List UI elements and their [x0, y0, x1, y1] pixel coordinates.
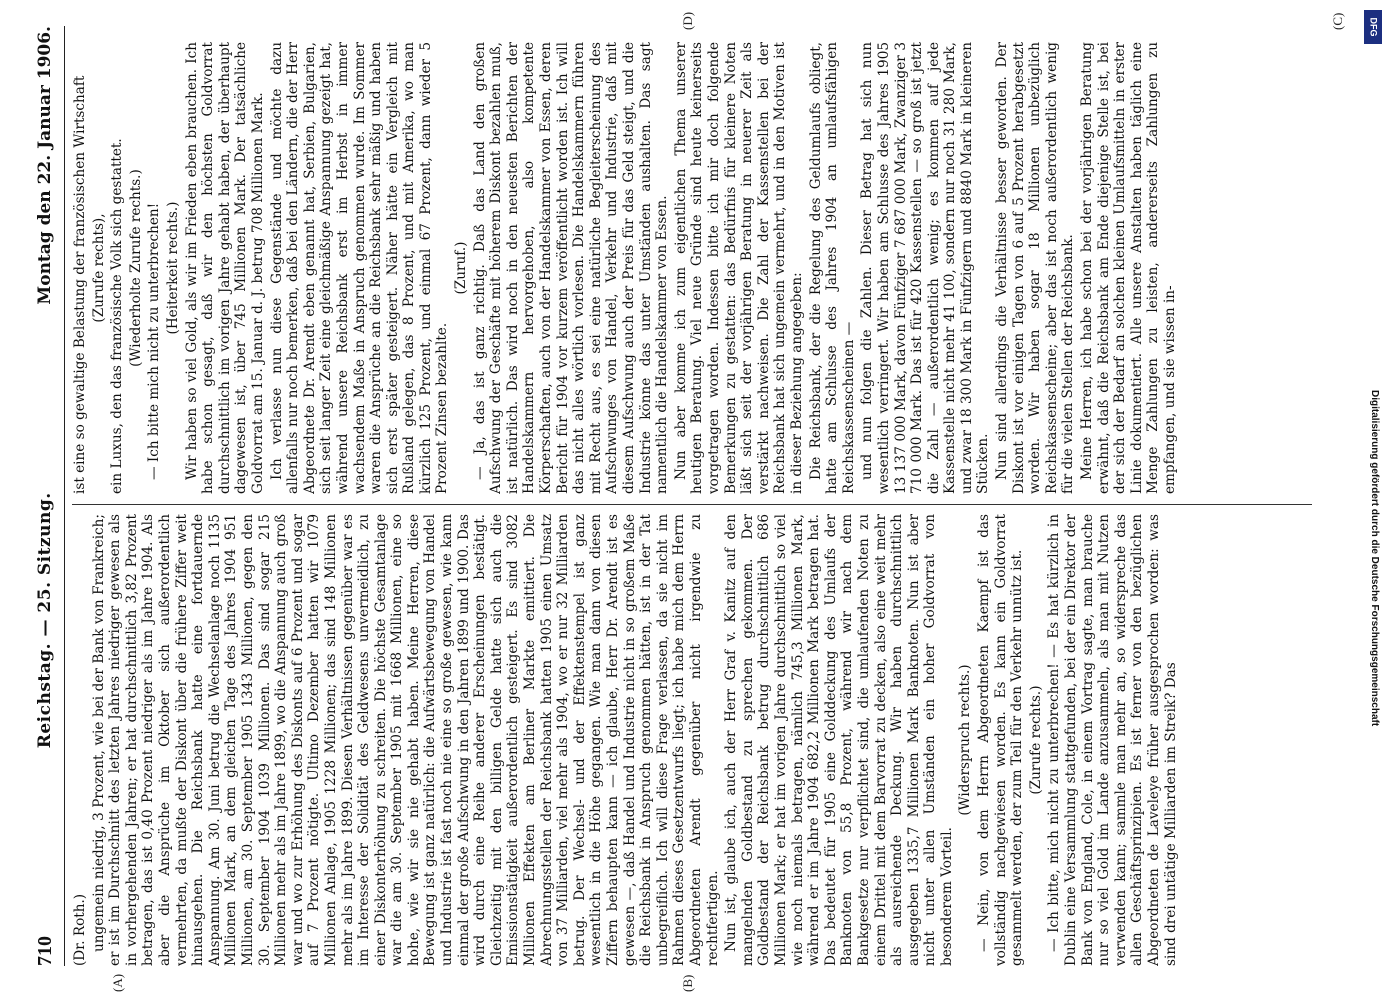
- margin-mark-b: (B): [680, 974, 695, 992]
- paragraph: Die Reichsbank, der die Regelung des Geldumlaufs obliegt, hatte am Schlusse des Jahres 1904 an umlaufsfähigen Reichskassenscheinen —: [807, 42, 857, 494]
- interjection: (Wiederholte Zurufe rechts.): [127, 169, 144, 367]
- interjection: (Zurufe rechts),: [90, 213, 107, 323]
- dfg-logo: DFG: [1364, 10, 1382, 44]
- margin-mark-c: (C): [1330, 12, 1345, 30]
- paragraph: — Nein, von dem Herrn Abgeordneten Kaempf ist das vollständig nachgewiesen worden. Es kann ein Goldvorrat gesammelt werden, der zum Teil für den Verkehr unnütz ist.: [976, 514, 1026, 966]
- paragraph: Ich verlasse nun diese Gegenstände und möchte dazu allenfalls nur noch bemerken, daß bei den Ländern, die der Herr Abgeordnete Dr. Arendt eben genannt hat, Serbien, Bulgarien, sich seit langer Zeit eine gleichmäßige Anspannung gezeigt hat, während unsere Reichsbank erst im Herbst in immer wachsendem Maße in Anspruch genommen wurde. Im Sommer waren die Ansprüche an die Reichsbank sehr mäßig und haben sich erst später gesteigert. Näher hätte ein Vergleich mit Rußland gelegen, das 8 Prozent, und mit Amerika, wo man kürzlich 125 Prozent, und einmal 67 Prozent, dann wieder 5 Prozent Zinsen bezahlte.: [268, 42, 451, 494]
- page-date: Montag den 22. Januar 1906.: [35, 26, 55, 305]
- interjection: (Zurufe rechts.): [1027, 685, 1044, 795]
- speaker-label: (Dr. Roth.): [72, 893, 88, 966]
- interjection: (Widerspruch rechts.): [957, 664, 974, 816]
- interjection: (Zuruf.): [453, 241, 470, 295]
- header-rule: [64, 26, 65, 966]
- paragraph: Nun sind allerdings die Verhältnisse besser geworden. Der Diskont ist vor einigen Tagen von 6 auf 5 Prozent herabgesetzt worden. Wir haben sogar 18 Millionen unbezüglich Reichskassenscheine; aber das ist noch außerordentlich wenig für die vielen Stellen der Reichsbank.: [994, 42, 1077, 494]
- margin-mark-a: (A): [110, 973, 125, 992]
- page-header: [28, 26, 62, 966]
- paragraph: — Ich bitte mich nicht zu unterbrechen!: [146, 202, 163, 480]
- left-column: [72, 514, 1322, 966]
- paragraph: ungemein niedrig, 3 Prozent, wie bei der Bank von Frankreich; er ist im Durchschnitt des letzten Jahres niedriger gewesen als in vorhergehenden Jahren; er hat durchschnittlich 3,82 Prozent betragen, das ist 0,40 Prozent niedriger als im Jahre 1904. Als aber die Ansprüche im Oktober sich außerordentlich vermehrten, da mußte der Diskont über die frühere Ziffer weit hinausgehen. Die Reichsbank hatte eine fortdauernde Anspannung. Am 30. Juni betrug die Wechselanlage noch 1135 Millionen Mark, an dem gleichen Tage des Jahres 1904 951 Millionen, am 30. September 1905 1343 Millionen, gegen den 30. September 1904 1039 Millionen. Das sind sogar 215 Millionen mehr als im Jahre 1899, wo die Anspannung auch groß war und wo zur Erhöhung des Diskonts auf 6 Prozent und sogar auf 7 Prozent nötigte. Ultimo Dezember hatten wir 1079 Millionen Anlage, 1905 1228 Millionen; das sind 148 Millionen mehr als im Jahre 1899. Diesen Verhältnissen gegenüber war es im Interesse der Solidität des Geldwesens unvermeidlich, zu einer Diskonterhöhung zu schreiten. Die höchste Gesamtanlage war die am 30. September 1905 mit 1668 Millionen, eine so hohe, wie wir sie nie gehabt haben. Meine Herren, diese Bewegung ist ganz natürlich: die Aufwärtsbewegung von Handel und Industrie ist fast noch nie eine so große gewesen, wie kann einmal der große Aufschwung in den Jahren 1899 und 1900. Das wird durch eine Reihe anderer Erscheinungen bestätigt. Gleichzeitig mit den billigen Gelde hatte sich auch die Emissionstätigkeit außerordentlich gesteigert. Es sind 3082 Millionen Effekten am Berliner Markte emittiert. Die Abrechnungsstellen der Reichsbank hatten 1905 einen Umsatz von 37 Milliarden, viel mehr als 1904, wo er nur 32 Milliarden betrug. Der Wechsel- und der Effektenstempel ist ganz wesentlich in die Höhe gegangen. Wie man dann von diesen Ziffern behaupten kann — ich glaube, Herr Dr. Arendt ist es gewesen —, daß Handel und Industrie nicht in so großem Maße die Reichsbank in Anspruch genommen hätten, ist in der Tat unbegreiflich. Ich will diese Frage verlassen, da sie nicht im Rahmen dieses Gesetzentwurfs liegt; ich habe mich dem Herrn Abgeordneten Arendt gegenüber nicht irgendwie zu rechtfertigen.: [90, 514, 721, 966]
- paragraph: ein Luxus, den das französische Volk sich gestattet.: [109, 138, 126, 494]
- paragraph: Nun ist, glaube ich, auch der Herr Graf v. Kanitz auf den mangelnden Goldbestand zu sprechen gekommen. Der Goldbestand der Reichsbank betrug durchschnittlich 686 Millionen Mark; er hat im vorigen Jahre durchschnittlich so viel wie noch niemals betragen, nämlich 745,3 Millionen Mark, während er im Jahre 1904 682,2 Millionen Mark betragen hat. Das bedeutet für 1905 eine Golddeckung des Umlaufs der Banknoten von 55,8 Prozent, während wir nach dem Bankgesetze nur verpflichtet sind, die umlaufenden Noten zu einem Drittel mit dem Barvorrat zu decken, also eine weit mehr als ausreichende Deckung. Wir haben durchschnittlich ausgegeben 1335,7 Millionen Mark Banknoten. Nun ist aber nicht unter allen Umständen ein hoher Goldvorrat von besonderem Vorteil.: [723, 514, 955, 966]
- paragraph: Nun aber komme ich zum eigentlichen Thema unserer heutigen Beratung. Viel neue Gründe sind heute keinerseits vorgetragen worden. Indessen bitte ich mir doch folgende Bemerkungen zu gestatten: das Bedürfnis für kleinere Noten läßt sich seit der vorjährigen Beratung in neuerer Zeit als verstärkt nachweisen. Die Zahl der Kassenstellen bei der Reichsbank hat sich ungemein vermehrt, und in den Motiven ist in dieser Beziehung angegeben:: [672, 42, 805, 494]
- paragraph: Wir haben so viel Gold, als wir im Frieden eben brauchen. Ich habe schon gesagt, daß wir den höchsten Goldvorrat durchschnittlich im vorigen Jahre gehabt haben, der überhaupt dagewesen ist, über 745 Millionen Mark. Der tatsächliche Goldvorrat am 15. Januar d. J. betrug 708 Millionen Mark.: [183, 42, 266, 494]
- page-number: 710: [33, 936, 56, 966]
- interjection: (Heiterkeit rechts.): [164, 201, 181, 335]
- page-title: Reichstag. — 25. Sitzung.: [35, 492, 55, 749]
- column-divider: [72, 504, 1312, 505]
- digitization-credit: Digitalisierung gefördert durch die Deutsche Forschungsgemeinschaft: [1369, 390, 1380, 727]
- paragraph: und nun folgen die Zahlen. Dieser Betrag hat sich nun wesentlich verringert. Wir haben am Schlusse des Jahres 1905 13 137 000 Mark, davon Fünfziger 7 687 000 Mark, Zwanziger 3 710 000 Mark. Das ist für 420 Kassenstellen — so groß ist jetzt die Zahl — außerordentlich wenig; es kommen auf jede Kassenstelle nicht mehr 41 100, sondern nur noch 31 280 Mark, und zwar 18 300 Mark in Fünfzigern und 8840 Mark in kleineren Stücken.: [859, 42, 992, 494]
- right-column: [72, 42, 1322, 494]
- paragraph: ist eine so gewaltige Belastung der französischen Wirtschaft: [72, 75, 88, 494]
- paragraph: Meine Herren, ich habe schon bei der vorjährigen Beratung erwähnt, daß die Reichsbank am Ende diejenige Stelle ist, bei der sich der Bedarf an solchen kleinen Umlaufsmitteln in erster Linie dokumentiert. Alle unsere Anstalten haben täglich eine Menge Zahlungen zu leisten, andererseits Zahlungen zu empfangen, und sie wissen in-: [1079, 42, 1178, 494]
- page-content: [28, 26, 1328, 966]
- margin-mark-d: (D): [680, 11, 695, 30]
- paragraph: — Ja, das ist ganz richtig. Daß das Land den großen Aufschwung der Geschäfte mit höherem Diskont bezahlen muß, ist natürlich. Das wird noch in den neuesten Berichten der Handelskammern hervorgehoben, also kompetente Körperschaften, auch von der Handelskammer von Essen, deren Bericht für 1904 vor kurzem veröffentlicht worden ist. Ich will das nicht alles wörtlich vorlesen. Die Handelskammern führen mit Recht aus, es sei eine natürliche Begleiterscheinung des Aufschwunges von Handel, Verkehr und Industrie, daß mit diesem Aufschwung auch der Preis für das Geld steigt, und die Industrie könne das unter Umständen aushalten. Das sagt namentlich die Handelskammer von Essen.: [471, 42, 671, 494]
- paragraph: — Ich bitte, mich nicht zu unterbrechen! — Es hat kürzlich in Dublin eine Versammlung stattgefunden, bei der ein Direktor der Bank von England, Cole, in einem Vortrag sagte, man brauche nur so viel Gold im Lande anzusammeln, als man mit Nutzen verwenden kann; sammle man mehr an, so widerspreche das allen Geschäftsprinzipien. Es ist ferner von den bezüglichen Abgeordneten de Laveleye früher ausgesprochen worden: was sind drei untätige Milliarden im Streik? Das: [1046, 514, 1179, 966]
